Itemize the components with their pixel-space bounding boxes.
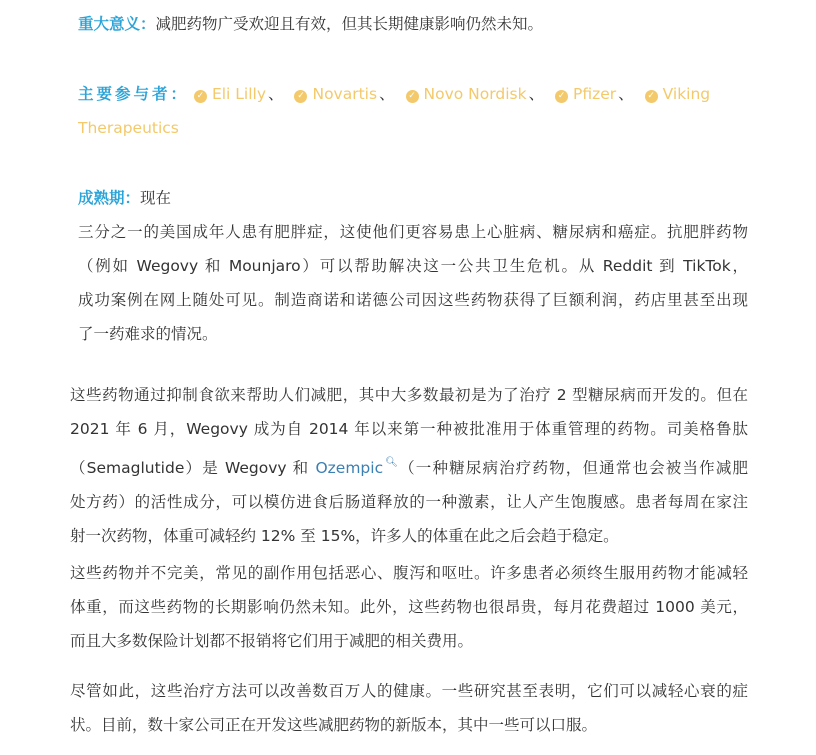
text-line: （Semaglutide）是 Wegovy 和 Ozempic🔍︎（一种糖尿病治疗药物，但通常也会被当作减肥 [70, 457, 748, 477]
text-line: （例如 Wegovy 和 Mounjaro）可以帮助解决这一公共卫生危机。从 Reddit 到 TikTok， [78, 257, 748, 275]
text-line: 体重，而这些药物的长期影响仍然未知。此外，这些药物也很昂贵，每月花费超过 1000 美元， [70, 598, 748, 616]
check-circle-icon: ✓ [294, 90, 307, 103]
text-line: 这些药物并不完美，常见的副作用包括恶心、腹泻和呕吐。许多患者必须终生服用药物才能减轻 [70, 564, 748, 582]
separator: 、 [528, 85, 545, 103]
significance-text: 减肥药物广受欢迎且有效，但其长期健康影响仍然未知。 [155, 15, 544, 33]
player-viking-therapeutics-cont[interactable]: Therapeutics [78, 119, 179, 137]
search-icon: 🔍︎ [384, 457, 400, 468]
key-players-row [78, 77, 748, 111]
check-circle-icon: ✓ [555, 90, 568, 103]
text-line: 成功案例在网上随处可见。制造商诺和诺德公司因这些药物获得了巨额利润，药店里甚至出现 [78, 291, 748, 309]
separator: 、 [268, 85, 284, 103]
text-line: 2021 年 6 月，Wegovy 成为自 2014 年以来第一种被批准用于体重管理的药物。司美格鲁肽 [70, 420, 748, 438]
text-line: 这些药物通过抑制食欲来帮助人们减肥，其中大多数最初是为了治疗 2 型糖尿病而开发的。但在 [70, 386, 748, 404]
text-line: 而且大多数保险计划都不报销将它们用于减肥的相关费用。 [70, 632, 474, 650]
separator: 、 [618, 85, 634, 103]
text-line: 射一次药物，体重可减轻约 12% 至 15%，许多人的体重在此之后会趋于稳定。 [70, 527, 619, 545]
player-eli-lilly[interactable]: ✓ Eli Lilly [194, 85, 266, 103]
player-novo-nordisk[interactable]: ✓ Novo Nordisk [406, 85, 527, 103]
separator: 、 [379, 85, 395, 103]
check-circle-icon: ✓ [406, 90, 419, 103]
maturity-paragraph [78, 215, 748, 351]
player-novartis[interactable]: ✓ Novartis [294, 85, 377, 103]
text-line: 状。目前，数十家公司正在开发这些减肥药物的新版本，其中一些可以口服。 [70, 716, 598, 734]
maturity-value: 现在 [140, 189, 172, 207]
paragraph-mechanism [70, 378, 748, 553]
check-circle-icon: ✓ [194, 90, 207, 103]
significance-row [78, 7, 748, 41]
text-line: 尽管如此，这些治疗方法可以改善数百万人的健康。一些研究甚至表明，它们可以减轻心衰的症 [70, 682, 748, 700]
maturity-label: 成熟期： [78, 189, 141, 207]
ozempic-link[interactable]: Ozempic🔍︎ [315, 457, 400, 477]
check-circle-icon: ✓ [645, 90, 658, 103]
paragraph-outlook [70, 674, 748, 742]
text-line: 三分之一的美国成年人患有肥胖症，这使他们更容易患上心脏病、糖尿病和癌症。抗肥胖药物 [78, 223, 748, 241]
text-line: 了一药难求的情况。 [78, 325, 218, 343]
paragraph-side-effects [70, 556, 748, 658]
maturity-row [78, 181, 748, 215]
player-viking[interactable]: ✓ Viking [645, 85, 711, 103]
significance-label: 重大意义： [78, 15, 156, 33]
key-players-label: 主要参与者： [78, 85, 190, 103]
player-pfizer[interactable]: ✓ Pfizer [555, 85, 616, 103]
key-players-row-cont [78, 111, 748, 145]
text-line: 处方药）的活性成分，可以模仿进食后肠道释放的一种激素，让人产生饱腹感。患者每周在家注 [70, 493, 748, 511]
